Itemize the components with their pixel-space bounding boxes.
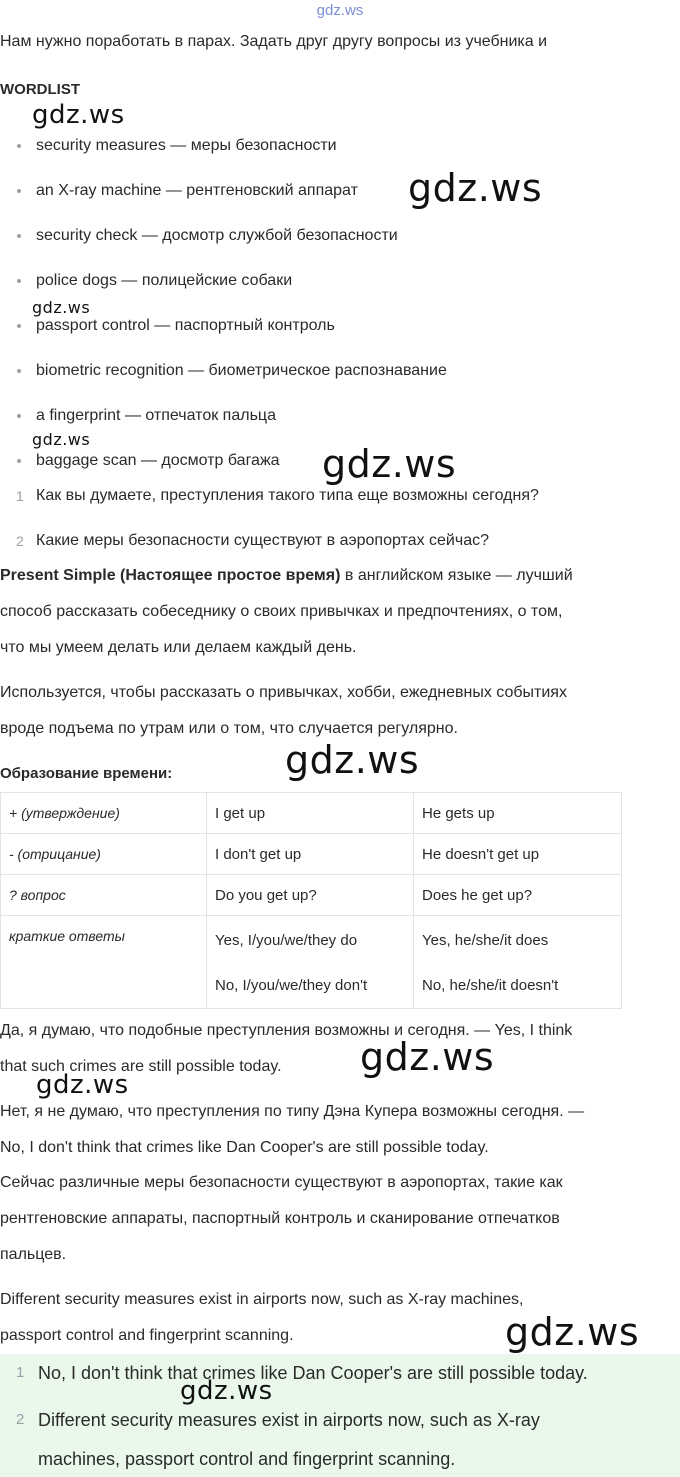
table-cell: - (отрицание) — [1, 834, 207, 875]
bullet-icon — [17, 414, 21, 418]
intro-text: Нам нужно поработать в парах. Задать друг другу вопросы из учебника и — [0, 33, 548, 50]
watermark: gdz.ws — [32, 100, 125, 130]
present-simple-line-3: что мы умеем делать или делаем каждый день. — [0, 639, 357, 656]
bullet-icon — [17, 279, 21, 283]
table-cell: He gets up — [414, 793, 622, 834]
watermark: gdz.ws — [180, 1376, 273, 1406]
example-4-line-2: passport control and fingerprint scanning. — [0, 1327, 294, 1344]
table-cell: Yes, he/she/it does No, he/she/it doesn't — [414, 916, 622, 1009]
site-watermark-top: gdz.ws — [316, 2, 364, 19]
table-row — [1, 916, 622, 1009]
bullet-icon — [17, 234, 21, 238]
example-3-line-3: пальцев. — [0, 1246, 67, 1263]
wordlist-heading: WORDLIST — [0, 81, 80, 98]
example-3-line-1: Сейчас различные меры безопасности существуют в аэропортах, такие как — [0, 1174, 563, 1191]
table-row — [1, 875, 622, 916]
usage-line-2: вроде подъема по утрам или о том, что случается регулярно. — [0, 720, 458, 737]
watermark: gdz.ws — [408, 166, 543, 210]
example-2-line-2: No, I don't think that crimes like Dan Cooper's are still possible today. — [0, 1139, 489, 1156]
table-cell: ? вопрос — [1, 875, 207, 916]
bullet-icon — [17, 189, 21, 193]
watermark: gdz.ws — [32, 298, 91, 317]
watermark: gdz.ws — [322, 442, 457, 486]
present-simple-line-2: способ рассказать собеседнику о своих привычках и предпочтениях, о том, — [0, 603, 563, 620]
table-cell: Do you get up? — [207, 875, 414, 916]
wordlist-item: security check — досмотр службой безопасности — [0, 224, 640, 248]
table-cell: + (утверждение) — [1, 793, 207, 834]
table-cell: Does he get up? — [414, 875, 622, 916]
wordlist-item: passport control — паспортный контроль — [0, 314, 640, 338]
watermark: gdz.ws — [32, 430, 91, 449]
watermark: gdz.ws — [360, 1035, 495, 1079]
answer-box: 1 No, I don't think that crimes like Dan Cooper's are still possible today. 2 Different security measures exist in airports now, such as X-ray machines, passport control and fingerprint scanning. — [0, 1354, 680, 1477]
table-cell: I get up — [207, 793, 414, 834]
wordlist-item: an X-ray machine — рентгеновский аппарат — [0, 179, 640, 203]
wordlist-item: police dogs — полицейские собаки — [0, 269, 640, 293]
table-cell: краткие ответы — [1, 916, 207, 1009]
watermark: gdz.ws — [285, 738, 420, 782]
formation-table — [0, 792, 622, 1009]
table-cell: Yes, I/you/we/they do No, I/you/we/they don't — [207, 916, 414, 1009]
bullet-icon — [17, 369, 21, 373]
watermark: gdz.ws — [505, 1310, 640, 1354]
watermark: gdz.ws — [36, 1070, 129, 1100]
usage-line-1: Используется, чтобы рассказать о привычках, хобби, ежедневных событиях — [0, 684, 567, 701]
table-row — [1, 793, 622, 834]
present-simple-line-1: Present Simple (Настоящее простое время) в английском языке — лучший — [0, 567, 573, 584]
bullet-icon — [17, 144, 21, 148]
question-item: 1 Как вы думаете, преступления такого типа еще возможны сегодня? — [16, 487, 539, 504]
formation-heading: Образование времени: — [0, 765, 173, 782]
wordlist-item: a fingerprint — отпечаток пальца — [0, 404, 640, 428]
wordlist-item: security measures — меры безопасности — [0, 134, 640, 158]
question-item: 2 Какие меры безопасности существуют в аэропортах сейчас? — [16, 532, 489, 549]
table-cell: He doesn't get up — [414, 834, 622, 875]
wordlist-item: biometric recognition — биометрическое распознавание — [0, 359, 640, 383]
bullet-icon — [17, 324, 21, 328]
present-simple-term: Present Simple (Настоящее простое время) — [0, 567, 341, 584]
example-4-line-1: Different security measures exist in airports now, such as X-ray machines, — [0, 1291, 524, 1308]
example-3-line-2: рентгеновские аппараты, паспортный контроль и сканирование отпечатков — [0, 1210, 560, 1227]
wordlist-item: baggage scan — досмотр багажа — [0, 449, 640, 473]
table-row — [1, 834, 622, 875]
example-1-line-2: that such crimes are still possible today. — [0, 1058, 282, 1075]
example-2-line-1: Нет, я не думаю, что преступления по типу Дэна Купера возможны сегодня. — — [0, 1103, 585, 1120]
table-cell: I don't get up — [207, 834, 414, 875]
bullet-icon — [17, 459, 21, 463]
example-1-line-1: Да, я думаю, что подобные преступления возможны и сегодня. — Yes, I think — [0, 1022, 573, 1039]
